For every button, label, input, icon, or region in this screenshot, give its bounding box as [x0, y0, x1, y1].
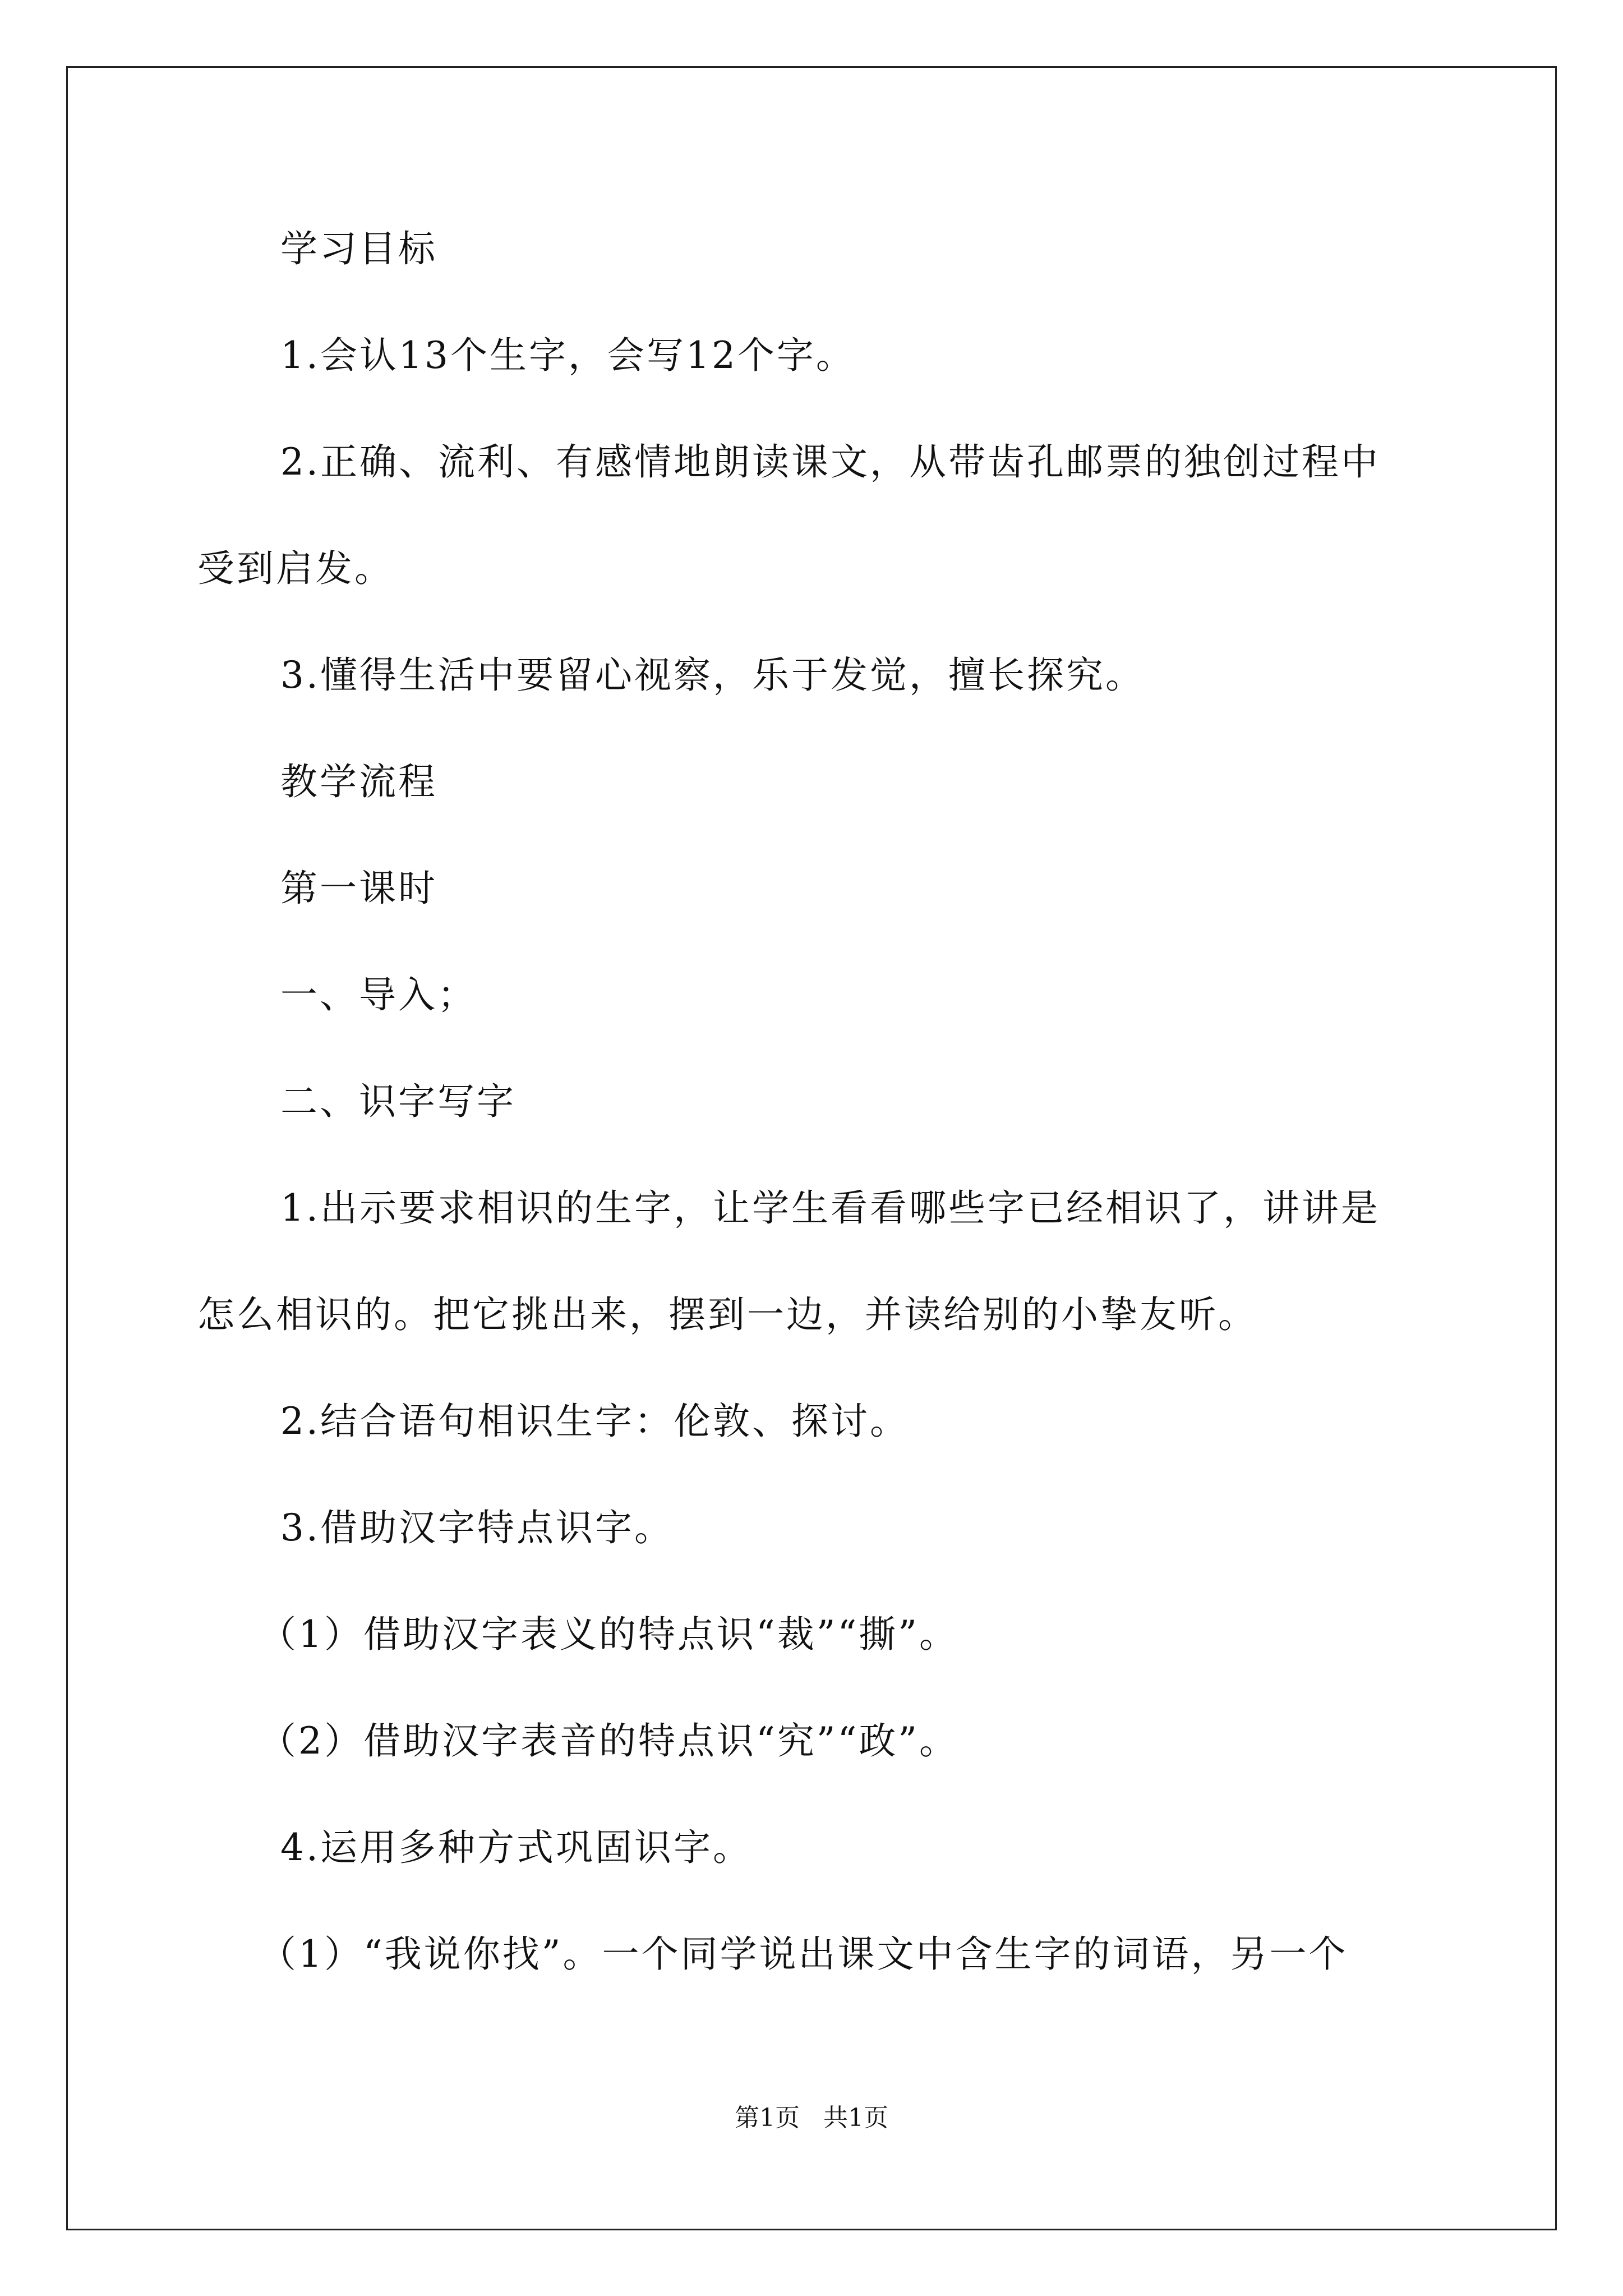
goal-2: 2.正确、流利、有感情地朗读课文，从带齿孔邮票的独创过程中	[280, 440, 1380, 484]
goal-3: 3.懂得生活中要留心视察，乐于发觉，擅长探究。	[280, 654, 1145, 697]
step-2: 2.结合语句相识生字：伦敦、探讨。	[280, 1400, 909, 1443]
section-literacy: 二、识字写字	[280, 1080, 516, 1123]
step-1: 1.出示要求相识的生字，让学生看看哪些字已经相识了，讲讲是	[280, 1186, 1380, 1230]
heading-learning-goals: 学习目标	[280, 227, 437, 270]
goal-1: 1.会认13个生字，会写12个字。	[280, 334, 855, 377]
heading-teaching-process: 教学流程	[280, 760, 437, 803]
step-4-sub-1: （1）“我说你找”。一个同学说出课文中含生字的词语，另一个	[259, 1932, 1348, 1976]
step-3-sub-2: （2）借助汉字表音的特点识“究”“政”。	[259, 1719, 958, 1763]
step-3: 3.借助汉字特点识字。	[280, 1506, 674, 1549]
page-border	[66, 66, 1557, 2230]
section-intro: 一、导入；	[280, 973, 477, 1016]
step-4: 4.运用多种方式巩固识字。	[280, 1826, 752, 1869]
page-number-footer: 第1页 共1页	[735, 2104, 888, 2132]
heading-first-lesson: 第一课时	[280, 867, 437, 910]
step-3-sub-1: （1）借助汉字表义的特点识“裁”“撕”。	[259, 1613, 958, 1656]
goal-2-continued: 受到启发。	[197, 547, 394, 590]
step-1-continued: 怎么相识的。把它挑出来，摆到一边，并读给别的小挚友听。	[197, 1293, 1257, 1336]
